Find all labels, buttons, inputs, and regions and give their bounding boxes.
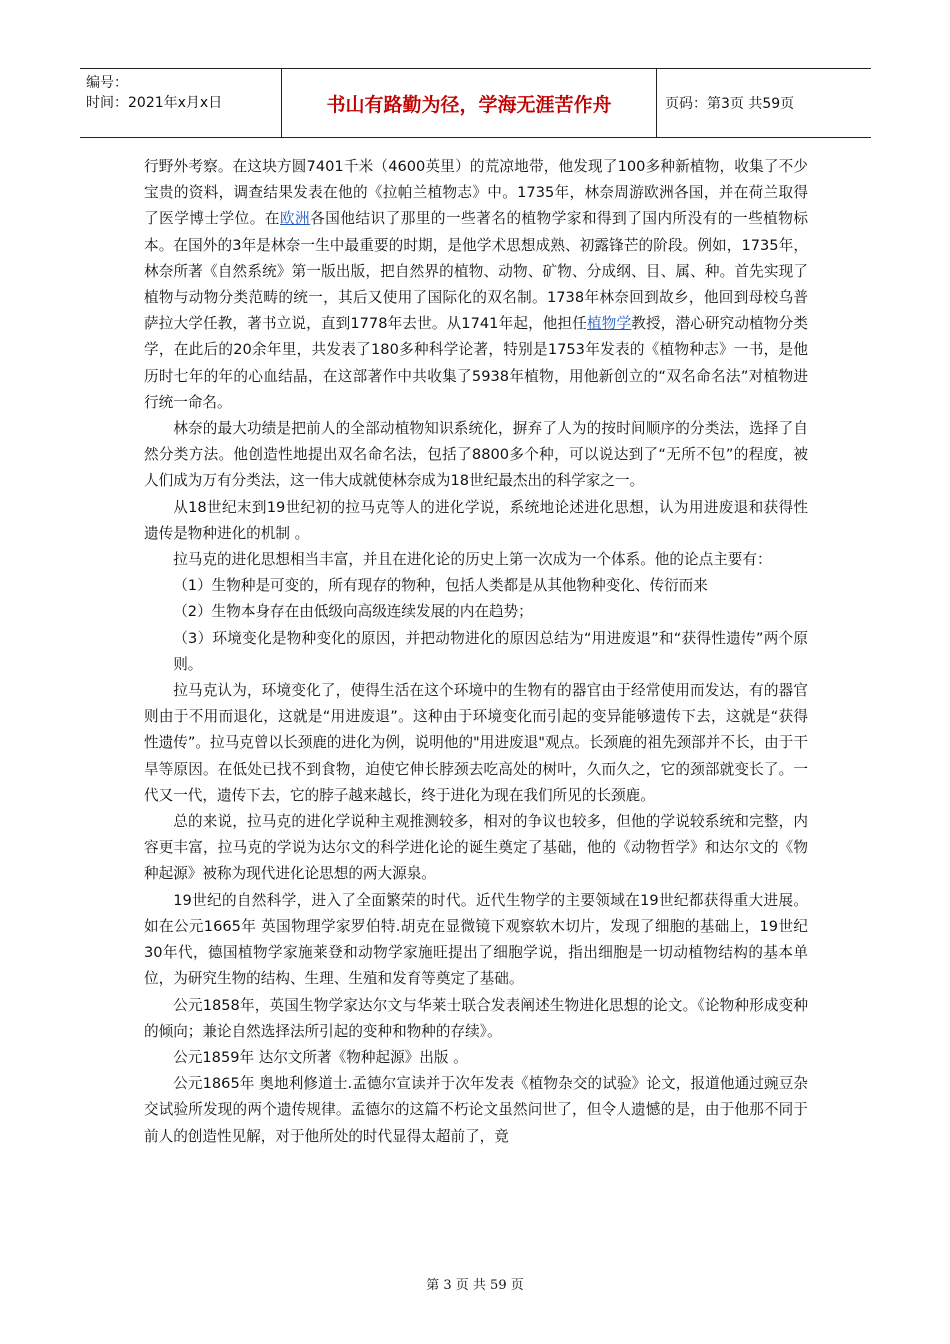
paragraph-lamarck-summary: 总的来说，拉马克的进化学说种主观推测较多，相对的争议也较多，但他的学说较系统和完整，内容更丰富，拉马克的学说为达尔文的科学进化论的诞生奠定了基础，他的《动物哲学》和达尔文的《物种起源》被称为现代进化论思想的两大源泉。 [144,813,808,883]
paragraph-linnaeus-travels [144,154,808,416]
paragraph-lamarck-intro: 从18世纪末到19世纪初的拉马克等人的进化学说，系统地论述进化思想，认为用进废退和获得性遗传是物种进化的机制 。 [144,498,808,542]
paragraph-giraffe-example: 拉马克认为，环境变化了，使得生活在这个环境中的生物有的器官由于经常使用而发达，有的器官则由于不用而退化，这就是“用进废退”。这种由于环境变化而引起的变异能够遗传下去，这就是“获得性遗传”。拉马克曾以长颈鹿的进化为例，说明他的"用进废退"观点。长颈鹿的祖先颈部并不长，由于干旱等原因。在低处已找不到食物，迫使它伸长脖颈去吃高处的树叶，久而久之，它的颈部就变长了。一代又一代，遗传下去，它的脖子越来越长，终于进化为现在我们所见的长颈鹿。 [144,682,808,804]
paragraph-text: 行野外考察。在这块方圆7401千米（4600英里）的荒凉地带，他发现了100多种新植物，收集了不少宝贵的资料，调查结果发表在他的《拉帕兰植物志》中。1735年，林奈周游欧洲各国，并在荷兰取得了医学博士学位。在 [144,158,808,228]
page-header [80,68,871,138]
header-motto: 书山有路勤为径，学海无涯苦作舟 [282,69,657,137]
paragraph-1865: 公元1865年 奥地利修道士.孟德尔宣读并于次年发表《植物杂交的试验》论文，报道他通过豌豆杂交试验所发现的两个遗传规律。孟德尔的这篇不朽论文虽然问世了，但令人遗憾的是，由于他那不同于前人的创造性见解，对于他所处的时代显得太超前了，竟 [144,1075,808,1145]
page-footer: 第 3 页 共 59 页 [426,1278,524,1293]
paragraph-text: 各国他结识了那里的一些著名的植物学家和得到了国内所没有的一些植物标本。在国外的3年是林奈一生中最重要的时期，是他学术思想成熟、初露锋芒的阶段。例如，1735年，林奈所著《自然系统》第一版出版，把自然界的植物、动物、矿物、分成纲、目、属、种。首先实现了植物与动物分类范畴的统一，其后又使用了国际化的双名制。1738年林奈回到故乡，他回到母校乌普萨拉大学任教，著书立说，直到1778年去世。从1741年起，他担任 [144,210,808,333]
document-body [144,154,808,1150]
header-meta [80,69,282,137]
list-item-2: （2）生物本身存在由低级向高级连续发展的内在趋势； [173,603,533,621]
link-botany[interactable]: 植物学 [587,315,632,333]
paragraph-19th-century: 19世纪的自然科学，进入了全面繁荣的时代。近代生物学的主要领域在19世纪都获得重大进展。如在公元1665年 英国物理学家罗伯特.胡克在显微镜下观察软木切片，发现了细胞的基础上，19世纪30年代，德国植物学家施莱登和动物学家施旺提出了细胞学说，指出细胞是一切动植物结构的基本单位，为研究生物的结构、生理、生殖和发育等奠定了基础。 [144,891,808,988]
paragraph-linnaeus-achievement: 林奈的最大功绩是把前人的全部动植物知识系统化，摒弃了人为的按时间顺序的分类法，选择了自然分类方法。他创造性地提出双名命名法，包括了8800多个种，可以说达到了“无所不包”的程度，被人们成为万有分类法，这一伟大成就使林奈成为18世纪最杰出的科学家之一。 [144,420,808,490]
list-item-3: （3）环境变化是物种变化的原因，并把动物进化的原因总结为“用进废退”和“获得性遗传”两个原则。 [173,629,808,673]
date-label: 时间：2021年x月x日 [86,95,223,111]
paragraph-1858: 公元1858年，英国生物学家达尔文与华莱士联合发表阐述生物进化思想的论文。《论物种形成变种的倾向；兼论自然选择法所引起的变种和物种的存续》。 [144,996,808,1040]
list-item-1: （1）生物种是可变的，所有现存的物种，包括人类都是从其他物种变化、传衍而来 [173,577,708,595]
paragraph-lamarck-points: 拉马克的进化思想相当丰富，并且在进化论的历史上第一次成为一个体系。他的论点主要有： [173,551,772,569]
paragraph-text: 教授，潜心研究动植物分类学，在此后的20余年里，共发表了180多种科学论著，特别是1753年发表的《植物种志》一书，是他历时七年的年的心血结晶，在这部著作中共收集了5938年植物，用他新创立的“双名命名法”对植物进行统一命名。 [144,315,808,411]
header-page-label: 页码：第3页 共59页 [665,96,795,112]
paragraph-1859: 公元1859年 达尔文所著《物种起源》出版 。 [173,1048,468,1066]
number-label: 编号： [86,75,128,91]
link-europe[interactable]: 欧洲 [279,210,311,228]
